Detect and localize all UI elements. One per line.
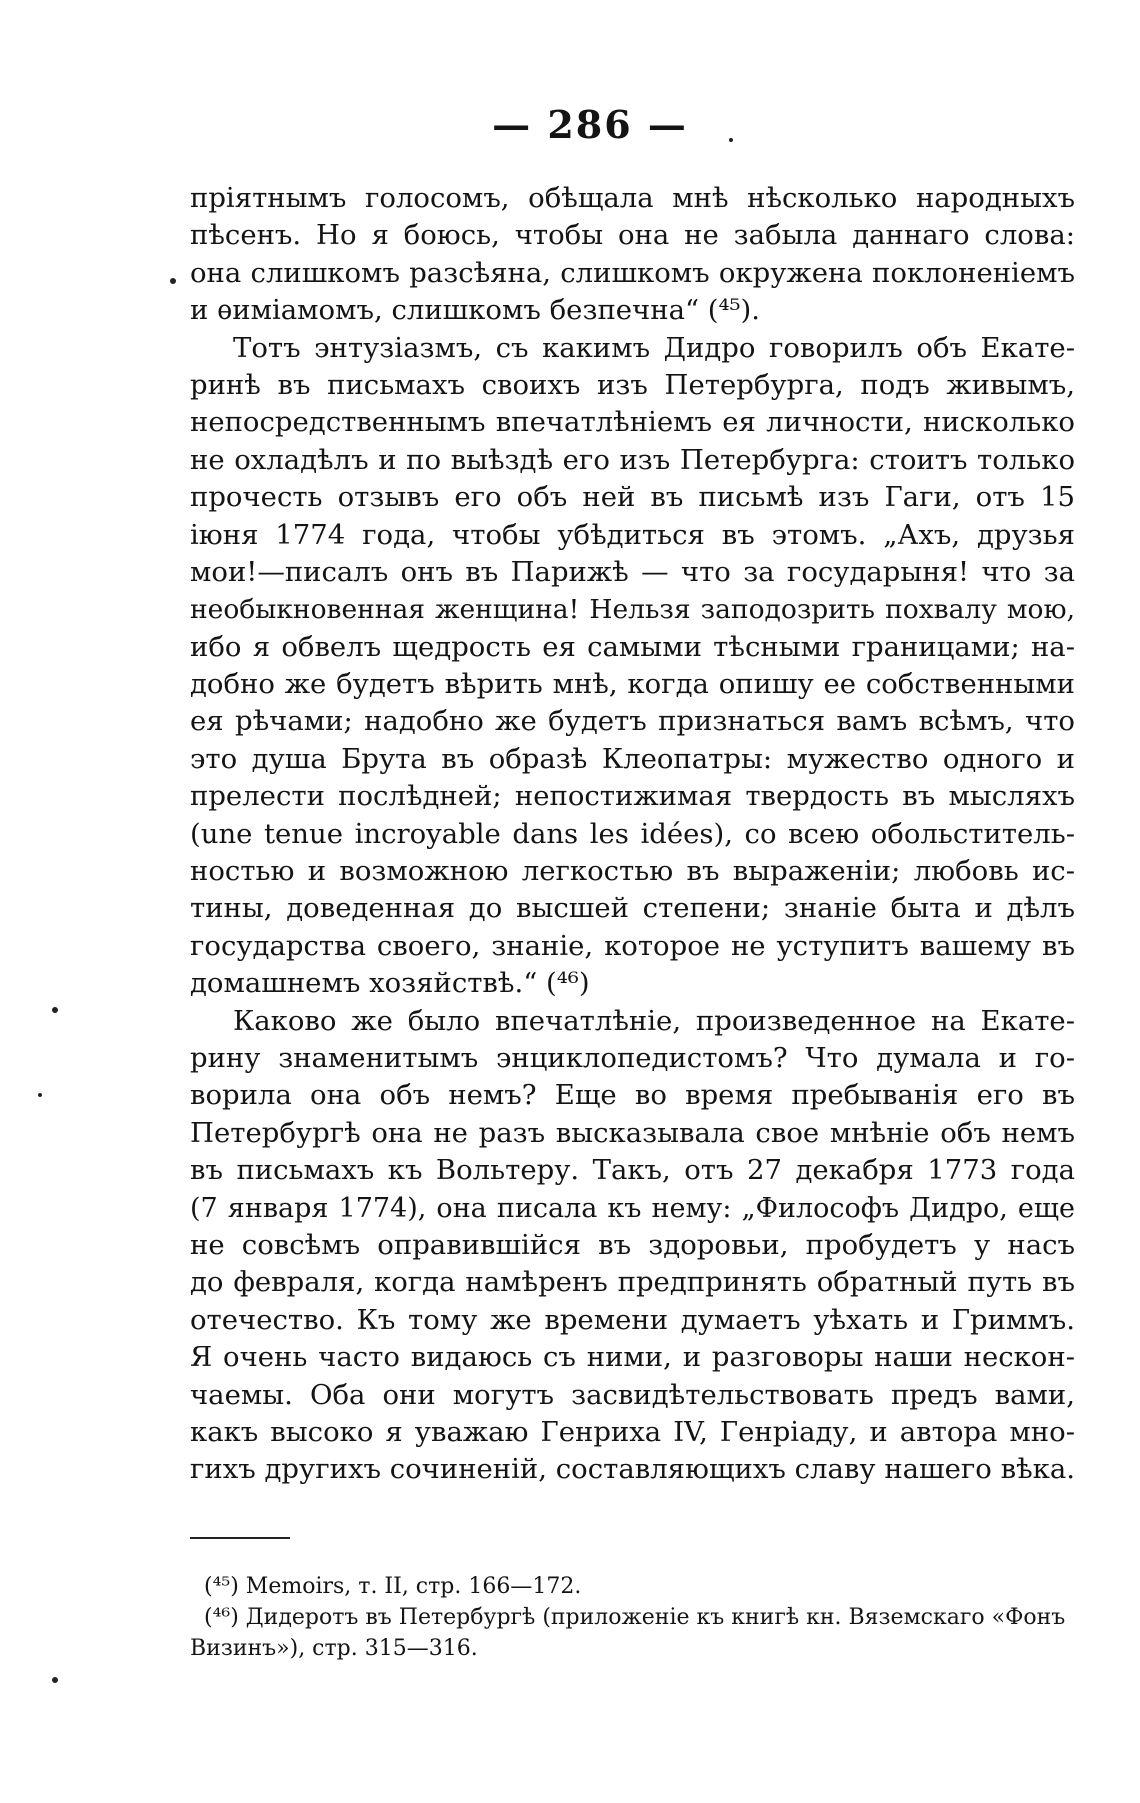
text-line: ворила она объ немъ? Еще во время пребыванія его въ <box>190 1079 1075 1112</box>
text-line: Тотъ энтузіазмъ, съ какимъ Дидро говорилъ объ Екате- <box>233 331 1075 364</box>
text-line: отечество. Къ тому же времени думаетъ уѣхать и Гриммъ. <box>190 1303 1075 1336</box>
footnote-line: (⁴⁶) Дидеротъ въ Петербургѣ (приложеніе къ книгѣ кн. Вяземскаго «Фонъ <box>204 1605 1066 1630</box>
text-line: ея рѣчами; надобно же будетъ признаться вамъ всѣмъ, что <box>190 705 1075 738</box>
text-line: ибо я обвелъ щедрость ея самыми тѣсными границами; на- <box>190 630 1075 663</box>
footnote-separator <box>190 1537 290 1539</box>
page-number: — 286 — <box>492 102 688 147</box>
text-line: до февраля, когда намѣренъ предпринять обратный путь въ <box>190 1266 1075 1299</box>
body-text <box>190 180 1075 1489</box>
text-line: Каково же было впечатлѣніе, произведенное на Екате- <box>233 1004 1075 1037</box>
scan-speck <box>52 1677 58 1683</box>
text-line: не совсѣмъ оправившійся въ здоровьи, пробудетъ у насъ <box>190 1228 1075 1261</box>
text-line: въ письмахъ къ Вольтеру. Такъ, отъ 27 декабря 1773 года <box>190 1154 1075 1187</box>
text-line: іюня 1774 года, чтобы убѣдиться въ этомъ. „Ахъ, друзья <box>190 518 1075 551</box>
text-line: Я очень часто видаюсь съ ними, и разговоры наши нескон- <box>190 1341 1075 1374</box>
text-line: (7 января 1774), она писала къ нему: „Философъ Дидро, еще <box>190 1192 1075 1224</box>
text-line: какъ высоко я уважаю Генриха IV, Генріаду, и автора мно- <box>190 1415 1075 1448</box>
text-line: ринѣ въ письмахъ своихъ изъ Петербурга, подъ живымъ, <box>190 368 1075 401</box>
footnotes <box>190 1571 1075 1664</box>
text-line: прочесть отзывъ его объ ней въ письмѣ изъ Гаги, отъ 15 <box>190 481 1075 514</box>
scan-speck <box>38 1093 42 1097</box>
text-line: она слишкомъ разсѣяна, слишкомъ окружена поклоненіемъ <box>190 256 1075 289</box>
text-line: рину знаменитымъ энциклопедистомъ? Что думала и го- <box>190 1041 1075 1074</box>
text-line: ностью и возможною легкостью въ выраженіи; любовь ис- <box>190 855 1075 888</box>
scan-speck <box>729 138 733 142</box>
text-line: (une tenue incroyable dans les idées), со всею обольститель- <box>190 817 1075 850</box>
text-line: не охладѣлъ и по выѣздѣ его изъ Петербурга: стоитъ только <box>190 443 1075 476</box>
text-line: тины, доведенная до высшей степени; знаніе быта и дѣлъ <box>190 892 1075 925</box>
text-line: добно же будетъ вѣрить мнѣ, когда опишу ее собственными <box>190 668 1075 701</box>
text-line: и ѳиміамомъ, слишкомъ безпечна“ (⁴⁵). <box>190 294 761 327</box>
scan-speck <box>52 1007 58 1013</box>
text-line: непосредственнымъ впечатлѣніемъ ея личности, нисколько <box>190 406 1075 439</box>
text-line: Петербургѣ она не разъ высказывала свое мнѣніе объ немъ <box>190 1116 1075 1149</box>
text-line: это душа Брута въ образѣ Клеопатры: мужество одного и <box>190 742 1075 775</box>
text-line: гихъ другихъ сочиненій, составляющихъ славу нашего вѣка. <box>190 1453 1075 1486</box>
text-line: мои!—писалъ онъ въ Парижѣ — что за государыня! что за <box>190 555 1075 588</box>
text-line: домашнемъ хозяйствѣ.“ (⁴⁶) <box>190 967 590 1000</box>
text-line: пріятнымъ голосомъ, обѣщала мнѣ нѣсколько народныхъ <box>190 182 1075 214</box>
text-line: государства своего, знаніе, которое не уступитъ вашему въ <box>190 929 1075 962</box>
text-line: пѣсенъ. Но я боюсь, чтобы она не забыла даннаго слова: <box>190 219 1075 252</box>
text-line: прелести послѣдней; непостижимая твердость въ мысляхъ <box>190 780 1075 813</box>
text-line: чаемы. Оба они могутъ засвидѣтельствовать предъ вами, <box>190 1378 1075 1411</box>
scan-speck <box>170 278 176 284</box>
footnote-line: (⁴⁵) Memoirs, т. II, стр. 166—172. <box>204 1574 582 1599</box>
text-line: необыкновенная женщина! Нельзя заподозрить похвалу мою, <box>190 594 1075 626</box>
footnote-line: Визинъ»), стр. 315—316. <box>190 1636 478 1661</box>
